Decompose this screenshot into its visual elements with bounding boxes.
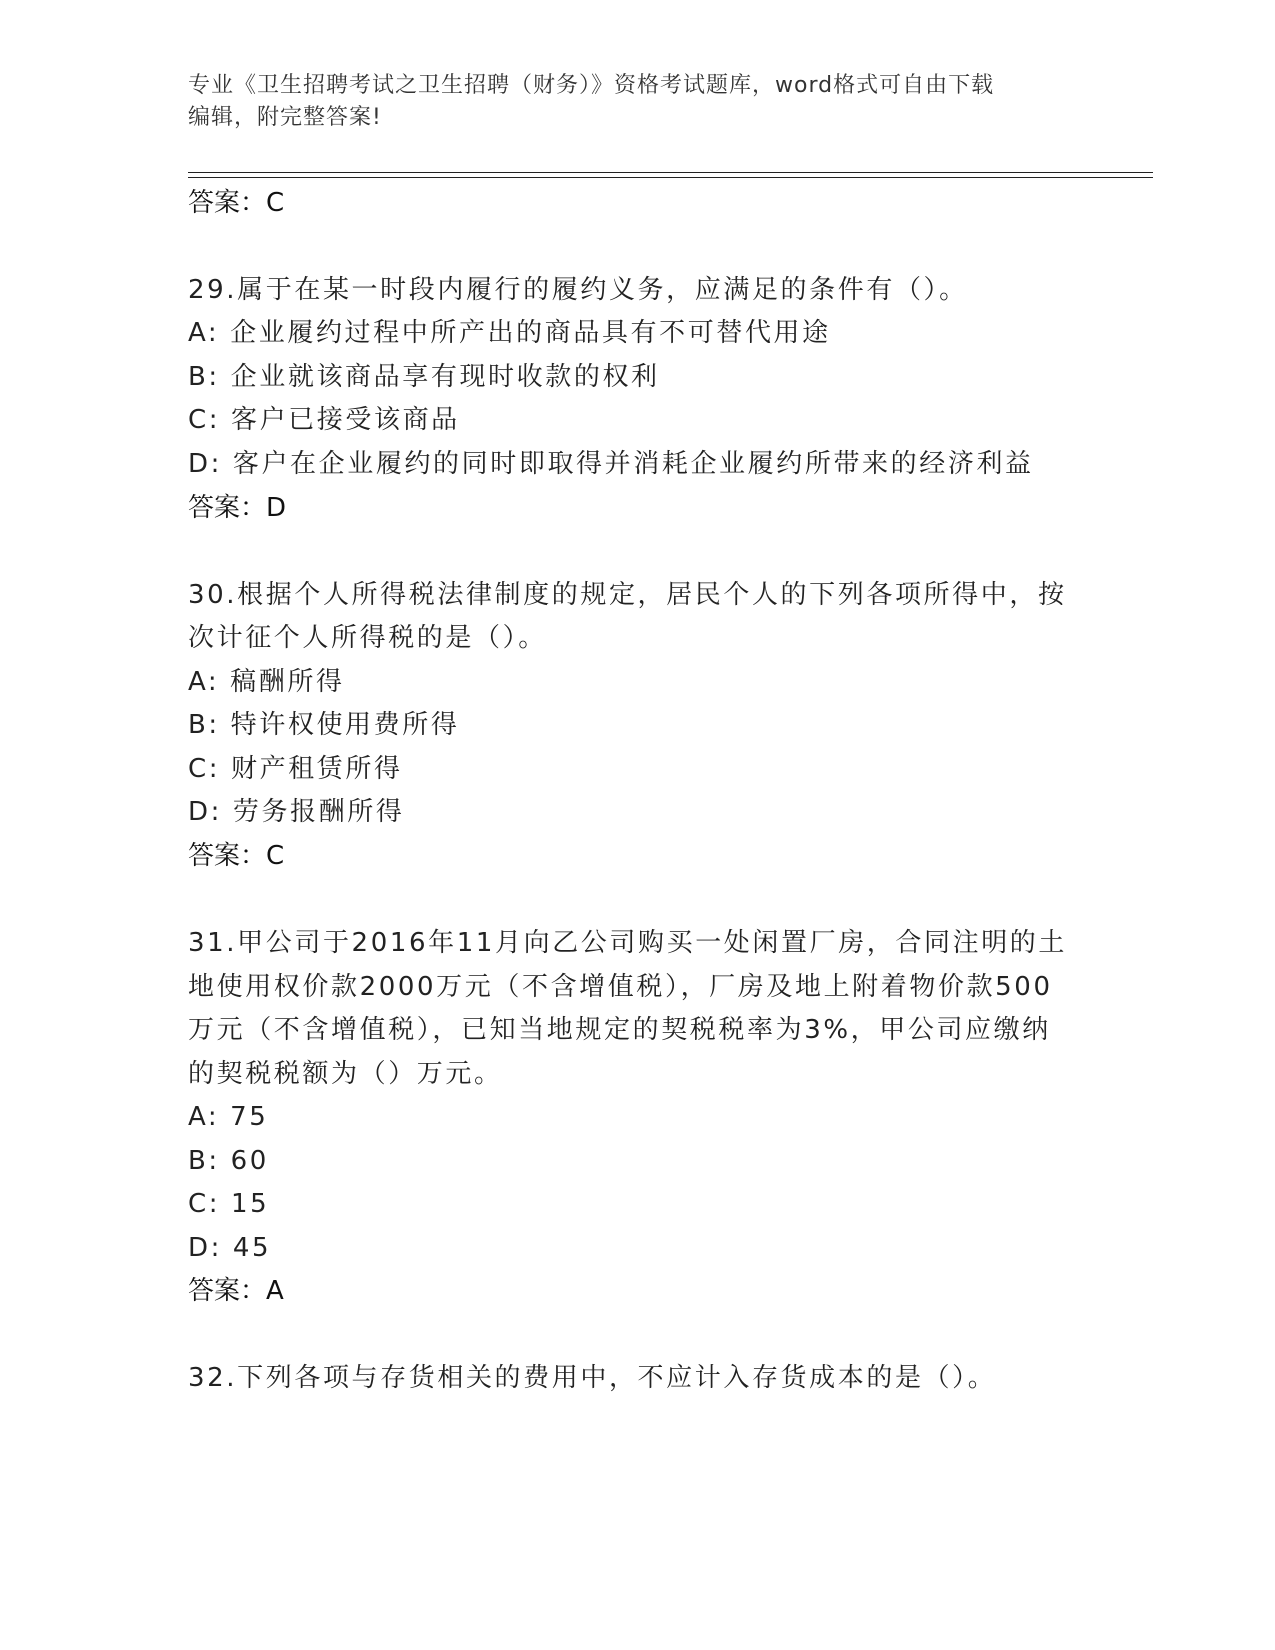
question-30-option-b: B: 特许权使用费所得 [188,710,460,740]
answer-31: 答案：A [188,1276,284,1306]
question-30-stem-line-2: 次计征个人所得税的是（）。 [188,623,547,653]
header-divider-bottom [188,177,1153,178]
question-29-option-b: B: 企业就该商品享有现时收款的权利 [188,362,660,392]
question-32-stem: 32.下列各项与存货相关的费用中，不应计入存货成本的是（）。 [188,1363,997,1393]
answer-30: 答案：C [188,841,285,871]
question-31-stem-line-1: 31.甲公司于2016年11月向乙公司购买一处闲置厂房，合同注明的土 [188,928,1068,958]
question-31-option-d: D: 45 [188,1233,272,1263]
question-29-stem: 29.属于在某一时段内履行的履约义务，应满足的条件有（）。 [188,275,968,305]
question-29-option-a: A: 企业履约过程中所产出的商品具有不可替代用途 [188,318,831,348]
question-30-option-d: D: 劳务报酬所得 [188,797,405,827]
question-29-option-c: C: 客户已接受该商品 [188,405,460,435]
header-divider-top [188,172,1153,173]
header-text-line-2: 编辑，附完整答案! [188,105,382,130]
answer-28: 答案：C [188,188,285,218]
question-30-option-c: C: 财产租赁所得 [188,754,403,784]
question-29-option-d: D: 客户在企业履约的同时即取得并消耗企业履约所带来的经济利益 [188,449,1034,479]
question-31-option-a: A: 75 [188,1102,269,1132]
question-31-option-b: B: 60 [188,1146,269,1176]
question-30-stem-line-1: 30.根据个人所得税法律制度的规定，居民个人的下列各项所得中，按 [188,580,1067,610]
question-30-option-a: A: 稿酬所得 [188,667,345,697]
question-31-option-c: C: 15 [188,1189,270,1219]
answer-29: 答案：D [188,493,287,523]
question-31-stem-line-2: 地使用权价款2000万元（不含增值税），厂房及地上附着物价款500 [188,972,1053,1002]
question-31-stem-line-3: 万元（不含增值税），已知当地规定的契税税率为3%，甲公司应缴纳 [188,1015,1051,1045]
question-31-stem-line-4: 的契税税额为（）万元。 [188,1059,503,1089]
header-text-line-1: 专业《卫生招聘考试之卫生招聘（财务）》资格考试题库，word格式可自由下载 [188,73,995,98]
